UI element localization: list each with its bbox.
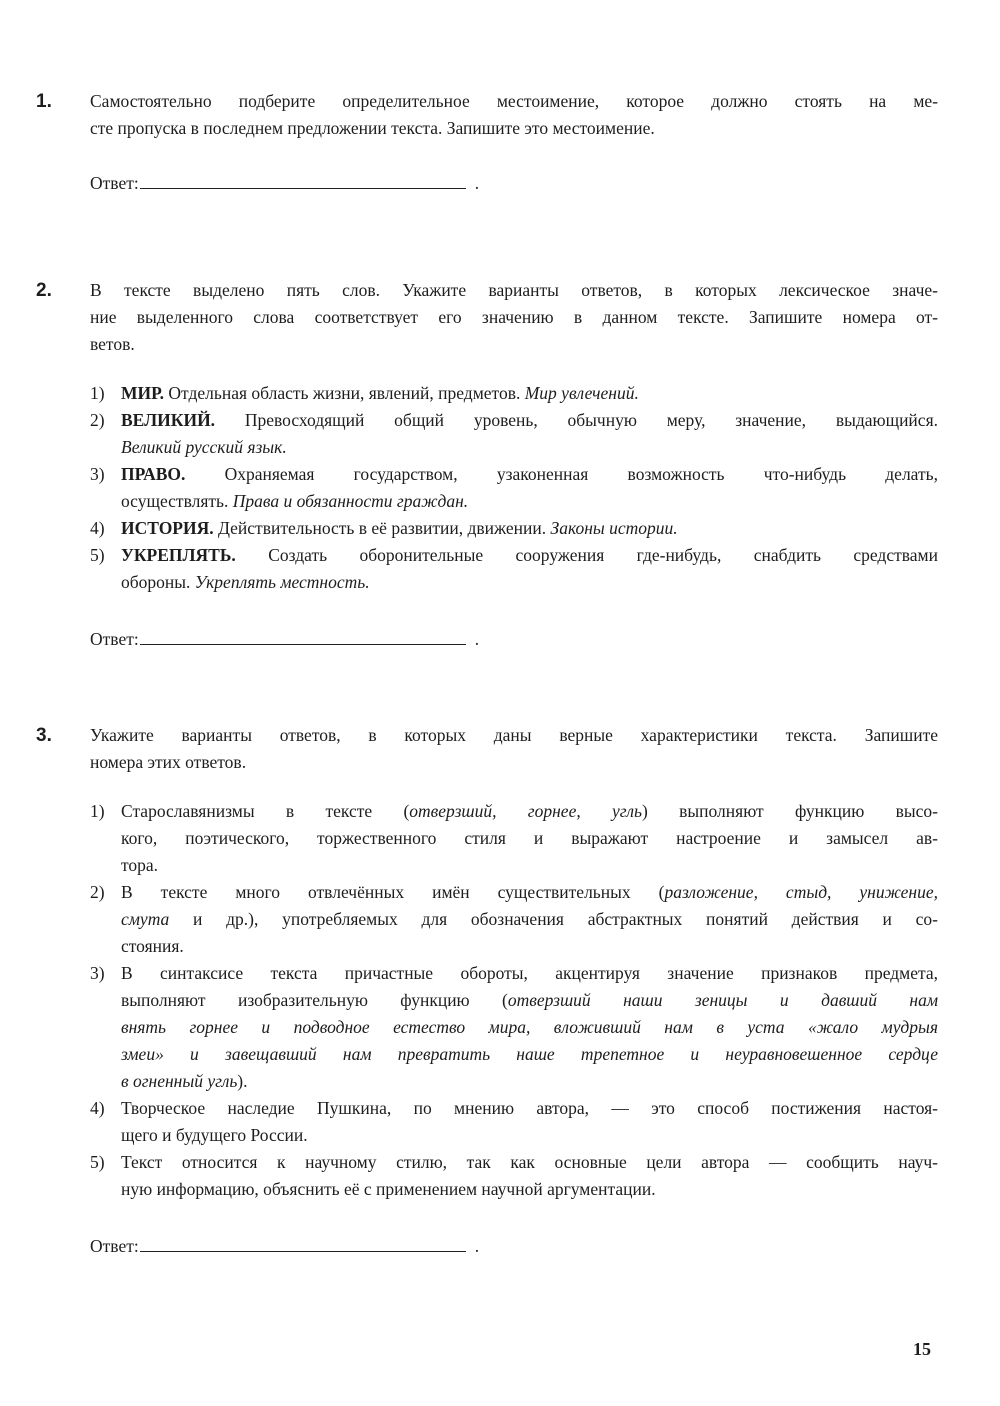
option-example: Укреплять местность. — [194, 572, 370, 592]
option-text: ). — [237, 1071, 248, 1091]
option-number: 4) — [90, 1098, 105, 1118]
option-example: в огненный угль — [121, 1071, 238, 1091]
option-definition: Создать оборонительные сооружения где-нибудь, снабдить средствами — [235, 545, 938, 565]
option-example: внять горнее и подводное естество мира, вложивший нам в уста «жало мудрыя — [121, 1017, 938, 1037]
option-word: ВЕЛИКИЙ. — [121, 410, 216, 430]
option-text: щего и будущего России. — [121, 1125, 308, 1145]
question-line: Самостоятельно подберите определительное местоимение, которое должно стоять на ме- — [90, 91, 938, 111]
option-example: Законы истории. — [550, 518, 678, 538]
answer-label: Ответ: — [90, 629, 139, 649]
option-word: УКРЕПЛЯТЬ. — [121, 545, 236, 565]
options-list — [90, 380, 938, 596]
option-item — [90, 798, 938, 879]
option-number: 4) — [90, 518, 105, 538]
answer-line[interactable] — [140, 170, 466, 189]
option-word: МИР. — [121, 383, 165, 403]
option-item — [90, 461, 938, 515]
option-text: Творческое наследие Пушкина, по мнению автора, — это способ постижения настоя- — [121, 1098, 938, 1118]
question-line: сте пропуска в последнем предложении текста. Запишите это местоимение. — [90, 118, 655, 138]
answer-label: Ответ: — [90, 173, 139, 193]
option-example: змеи» и завещавший нам превратить наше трепетное и неуравновешенное сердце — [121, 1044, 938, 1064]
answer-dot: . — [474, 1236, 480, 1256]
option-example: разложение, стыд, унижение, — [664, 882, 939, 902]
option-text: стояния. — [121, 936, 184, 956]
page-number: 15 — [913, 1339, 931, 1359]
option-example: смута — [121, 909, 170, 929]
question-line: номера этих ответов. — [90, 752, 247, 772]
options-list — [90, 798, 938, 1203]
option-word: ИСТОРИЯ. — [121, 518, 214, 538]
option-definition-cont: обороны. — [121, 572, 195, 592]
answer-field[interactable] — [90, 626, 938, 653]
option-definition: Отдельная область жизни, явлений, предметов. — [164, 383, 525, 403]
answer-dot: . — [474, 629, 480, 649]
task-number: 3. — [36, 725, 52, 746]
option-item — [90, 879, 938, 960]
option-example: отверзший наши зеницы и давший нам — [507, 990, 939, 1010]
answer-line[interactable] — [140, 626, 466, 645]
option-definition: Превосходящий общий уровень, обычную меру, значение, выдающийся. — [215, 410, 938, 430]
option-number: 3) — [90, 464, 105, 484]
task-body — [90, 277, 938, 653]
task-body — [90, 722, 938, 1260]
option-definition-cont: осуществлять. — [121, 491, 233, 511]
option-item — [90, 380, 938, 407]
option-example: Права и обязанности граждан. — [232, 491, 469, 511]
option-item — [90, 960, 938, 1095]
option-text: выполняют изобразительную функцию ( — [121, 990, 508, 1010]
question-line: Укажите варианты ответов, в которых даны верные характеристики текста. Запишите — [90, 725, 938, 745]
option-number: 3) — [90, 963, 105, 983]
option-number: 2) — [90, 410, 105, 430]
option-example: отверзший, горнее, угль — [409, 801, 642, 821]
option-item — [90, 515, 938, 542]
option-item — [90, 1149, 938, 1203]
option-item — [90, 1095, 938, 1149]
option-example: Великий русский язык. — [121, 437, 287, 457]
option-text: и др.), употребляемых для обозначения абстрактных понятий действия и со- — [169, 909, 938, 929]
option-number: 1) — [90, 383, 105, 403]
option-text: Старославянизмы в тексте ( — [121, 801, 410, 821]
option-text: В синтаксисе текста причастные обороты, акцентируя значение признаков предмета, — [121, 963, 938, 983]
option-number: 2) — [90, 882, 105, 902]
option-definition: Действительность в её развитии, движении. — [213, 518, 551, 538]
option-number: 5) — [90, 1152, 105, 1172]
option-text: ) выполняют функцию высо- — [642, 801, 939, 821]
option-number: 1) — [90, 801, 105, 821]
question-line: ветов. — [90, 334, 135, 354]
option-word: ПРАВО. — [121, 464, 186, 484]
option-text: В тексте много отвлечённых имён существительных ( — [121, 882, 665, 902]
option-example: Мир увлечений. — [524, 383, 639, 403]
option-text: кого, поэтического, торжественного стиля и выражают настроение и замысел ав- — [121, 828, 938, 848]
answer-field[interactable] — [90, 170, 938, 197]
option-definition: Охраняемая государством, узаконенная возможность что-нибудь делать, — [185, 464, 938, 484]
option-text: Текст относится к научному стилю, так как основные цели автора — сообщить науч- — [121, 1152, 938, 1172]
option-number: 5) — [90, 545, 105, 565]
option-item — [90, 542, 938, 596]
option-text: ную информацию, объяснить её с применением научной аргументации. — [121, 1179, 656, 1199]
question-line: ние выделенного слова соответствует его значению в данном тексте. Запишите номера от- — [90, 307, 938, 327]
option-text: тора. — [121, 855, 159, 875]
answer-line[interactable] — [140, 1233, 466, 1252]
answer-label: Ответ: — [90, 1236, 139, 1256]
task-body — [90, 88, 938, 197]
answer-field[interactable] — [90, 1233, 938, 1260]
task-number: 2. — [36, 280, 52, 301]
answer-dot: . — [474, 173, 480, 193]
question-line: В тексте выделено пять слов. Укажите варианты ответов, в которых лексическое значе- — [90, 280, 938, 300]
task-number: 1. — [36, 91, 52, 112]
option-item — [90, 407, 938, 461]
